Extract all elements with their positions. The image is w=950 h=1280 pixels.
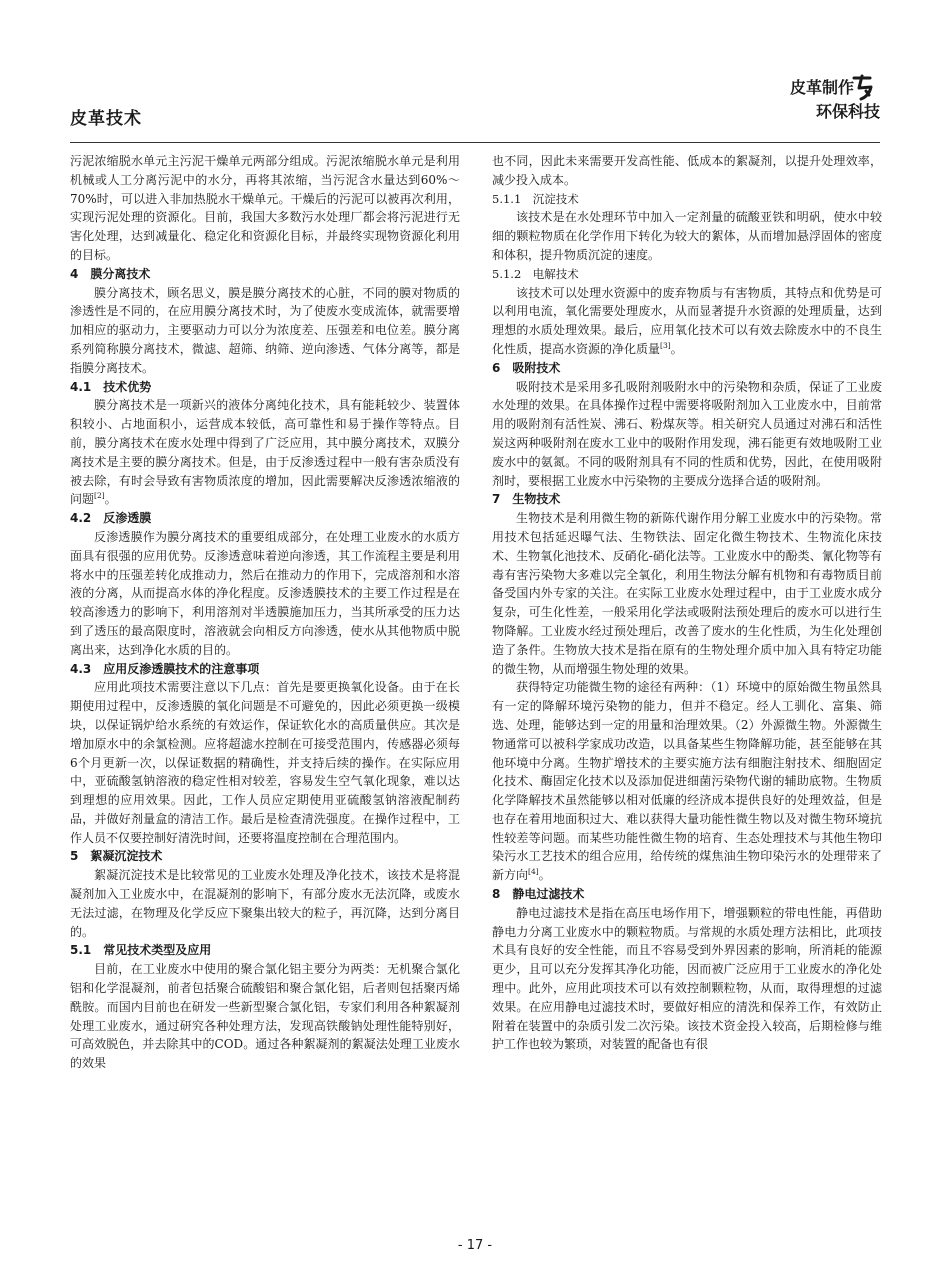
continued-paragraph: 也不同，因此未来需要开发高性能、低成本的絮凝剂，以提升处理效率，减少投入成本。 <box>492 154 882 187</box>
left-column <box>70 152 460 1230</box>
heading-section-4-2: 4.2 反渗透膜 <box>70 511 152 526</box>
intro-paragraph: 污泥浓缩脱水单元主污泥干燥单元两部分组成。污泥浓缩脱水单元是利用机械或人工分离污泥中的水分，再将其浓缩，当污泥含水量达到60%～70%时，可以进入非加热脱水干燥单元。干燥后的污泥可以被再次利用，实现污泥处理的资源化。目前，我国大多数污水处理厂都会将污泥进行无害化处理，达到减量化、稳定化和资源化目标，并最终实现物资源化利用的目标。 <box>70 154 460 262</box>
paragraph-section-4-2: 反渗透膜作为膜分离技术的重要组成部分，在处理工业废水的水质方面具有很强的应用优势。反渗透意味着逆向渗透，其工作流程主要是利用将水中的压强差转化成推动力，然后在推动力的作用下，完成溶剂和水溶液的分离，从而提高水体的净化程度。反渗透膜技术的主要工作过程是在较高渗透力的影响下，利用溶剂对半透膜施加压力，当其所承受的压力达到了透压的最高限度时，溶液就会向相反方向渗透，使水从其他物质中脱离出来，达到净化水质的目的。 <box>70 529 460 657</box>
right-column <box>492 152 882 1230</box>
journal-logo <box>750 76 880 126</box>
paragraph-section-7-a: 生物技术是利用微生物的新陈代谢作用分解工业废水中的污染物。常用技术包括延迟曝气法、生物铁法、固定化微生物技术、生物流化床技术、生物氧化池技术、反硝化-硝化法等。工业废水中的酚类、氰化物等有毒有害污染物大多难以完全氧化，利用生物法分解有机物和有毒物质目前备受国内外专家的关注。在实际工业废水处理过程中，由于工业废水成分复杂，可生化性差，一般采用化学法或吸附法预处理后的废水可以进行生物降解。工业废水经过预处理后，改善了废水的生化性质，为生化处理创造了条件。生物放大技术是指在原有的生物处理介质中加入具有特定功能的微生物，从而增强生物处理的效果。 <box>492 511 882 676</box>
journal-section-title: 皮革技术 <box>70 109 142 129</box>
heading-section-5-1-2: 5.1.2 电解技术 <box>492 266 579 281</box>
paragraph-section-5-1-2 <box>492 284 882 359</box>
paragraph-section-5-1: 目前，在工业废水中使用的聚合氯化铝主要分为两类：无机聚合氯化铝和化学混凝剂，前者包括聚合硫酸铝和聚合氯化铝，后者则包括聚丙烯酰胺。而国内目前也在研发一些新型聚合氯化铝，专家们利用各种絮凝剂处理工业废水，通过研究各种处理方法，发现高铁酸钠处理性能特别好，可高效脱色，并去除其中的COD。通过各种絮凝剂的絮凝法处理工业废水的效果 <box>70 962 460 1071</box>
journal-logo-line1: 皮革制作 <box>789 78 854 97</box>
heading-section-6: 6 吸附技术 <box>492 360 561 375</box>
paragraph-section-4-3: 应用此项技术需要注意以下几点：首先是要更换氧化设备。由于在长期使用过程中，反渗透膜的氧化问题是不可避免的，因此必须更换一级模块，以保证锅炉给水系统的有效运作，保证软化水的高质量供应。其次是增加原水中的余氯检测。应将超滤水控制在可接受范围内，传感器必须每6个月更新一次，以保证数据的精确性，并支持后续的操作。在实际应用中，亚硫酸氢钠溶液的稳定性相对较差，容易发生空气氧化现象，难以达到理想的应用效果。因此，工作人员应定期使用亚硫酸氢钠溶液配制药品，并做好剂量盒的清洁工作。最后是检查清洗强度。在操作过程中，工作人员不仅要控制好清洗时间，还要将温度控制在合理范围内。 <box>70 680 460 845</box>
paragraph-section-7-b-text: 获得特定功能微生物的途径有两种：（1）环境中的原始微生物虽然具有一定的降解环境污染物的能力，但并不稳定。经人工驯化、富集、筛选、处理，能够达到一定的用量和治理效果。（2）外源微生物。外源微生物通常可以被科学家成功改造，以具备某些生物降解功能，甚至能够在其他环境中分离。生物扩增技术的主要实施方法有细胞注射技术、细胞固定化技术、酶固定化技术以及添加促进细菌污染物代谢的辅助底物。生物质化学降解技术虽然能够以相对低廉的经济成本提供良好的处理效益，但是也存在着用地面积过大、难以获得大量功能性微生物以及对微生物环境抗性较差等问题。而某些功能性微生物的培育、生态处理技术与其他生物印染污水工艺技术的组合应用，给传统的煤焦油生物印染污水的处理带来了新方向 <box>492 680 882 883</box>
paragraph-section-6: 吸附技术是采用多孔吸附剂吸附水中的污染物和杂质，保证了工业废水处理的效果。在具体操作过程中需要将吸附剂加入工业废水中，目前常用的吸附剂有活性炭、沸石、粉煤灰等。相关研究人员通过对沸石和活性炭这两种吸附剂在废水工业中的吸附作用发现，沸石能更有效地吸附工业废水中的氨氮。不同的吸附剂具有不同的性质和优势，因此，在使用吸附剂时，要根据工业废水中污染物的主要成分选择合适的吸附剂。 <box>492 379 882 488</box>
heading-section-7: 7 生物技术 <box>492 492 561 507</box>
paragraph-section-4-1 <box>70 396 460 509</box>
logo-brush-glyph <box>850 74 876 102</box>
paragraph-section-7-b-end: 。 <box>538 868 551 883</box>
paragraph-section-4-1-end: 。 <box>104 492 117 507</box>
heading-section-4: 4 膜分离技术 <box>70 266 151 281</box>
paragraph-section-7-b <box>492 678 882 885</box>
citation-4: [4] <box>528 867 539 877</box>
heading-section-4-1: 4.1 技术优势 <box>70 379 152 394</box>
paragraph-section-4-1-text: 膜分离技术是一项新兴的液体分离纯化技术，具有能耗较少、装置体积较小、占地面积小，运营成本较低，高可靠性和易于操作等特点。目前，膜分离技术在废水处理中得到了广泛应用，其中膜分离技术，双膜分离技术是主要的膜分离技术。但是，由于反渗透过程中一般有害杂质没有被去除，有时会导致有害物质浓度的增加，因此需要解决反渗透浓缩液的问题 <box>70 398 460 507</box>
heading-section-5-1-1: 5.1.1 沉淀技术 <box>492 191 579 206</box>
citation-2: [2] <box>94 491 105 501</box>
page-number: - 17 - <box>457 1238 493 1253</box>
journal-logo-line2: 环保科技 <box>815 102 880 121</box>
paragraph-section-5-1-2-text: 该技术可以处理水资源中的废弃物质与有害物质，其特点和优势是可以利用电流，氧化需要处理废水，从而显著提升水资源的处理质量，达到理想的水质处理效果。最后，应用氧化技术可以有效去除废水中的不良生化性质，提高水资源的净化质量 <box>492 285 882 356</box>
header-divider <box>70 142 880 143</box>
citation-3: [3] <box>660 340 671 350</box>
paragraph-section-4: 膜分离技术，顾名思义，膜是膜分离技术的心脏，不同的膜对物质的渗透性是不同的，在应用膜分离技术时，为了使废水变成流体，就需要增加相应的驱动力，主要驱动力可以分为浓度差、压强差和电位差。膜分离系列简称膜分离技术，微滤、超筛、纳筛、逆向渗透、气体分离等，都是指膜分离技术。 <box>70 285 460 375</box>
heading-section-8: 8 静电过滤技术 <box>492 887 585 902</box>
heading-section-5-1: 5.1 常见技术类型及应用 <box>70 943 212 958</box>
paragraph-section-5: 絮凝沉淀技术是比较常见的工业废水处理及净化技术，该技术是将混凝剂加入工业废水中，在混凝剂的影响下，有部分废水无法沉降，或废水无法过滤，在物理及化学反应下聚集出较大的粒子，再沉降，达到分离目的。 <box>70 868 460 939</box>
heading-section-4-3: 4.3 应用反渗透膜技术的注意事项 <box>70 661 260 676</box>
paragraph-section-5-1-2-end: 。 <box>670 341 683 356</box>
heading-section-5: 5 絮凝沉淀技术 <box>70 849 163 864</box>
paragraph-section-8: 静电过滤技术是指在高压电场作用下，增强颗粒的带电性能，再借助静电力分离工业废水中的颗粒物质。与常规的水质处理方法相比，此项技术具有良好的安全性能，而且不容易受到外界因素的影响，所消耗的能源更少，且可以充分发挥其净化功能，因而被广泛应用于工业废水的净化处理中。此外，应用此项技术可以有效控制颗粒物，从而，取得理想的过滤效果。在应用静电过滤技术时，要做好相应的清洗和保养工作，有效防止附着在装置中的杂质引发二次污染。该技术资金投入较高，后期检修与维护工作也较为繁琐，对装置的配备也有很 <box>492 905 882 1052</box>
paragraph-section-5-1-1: 该技术是在水处理环节中加入一定剂量的硫酸亚铁和明矾，使水中较细的颗粒物质在化学作用下转化为较大的絮体，从而增加悬浮固体的密度和体积，提升物质沉淀的速度。 <box>492 210 882 262</box>
